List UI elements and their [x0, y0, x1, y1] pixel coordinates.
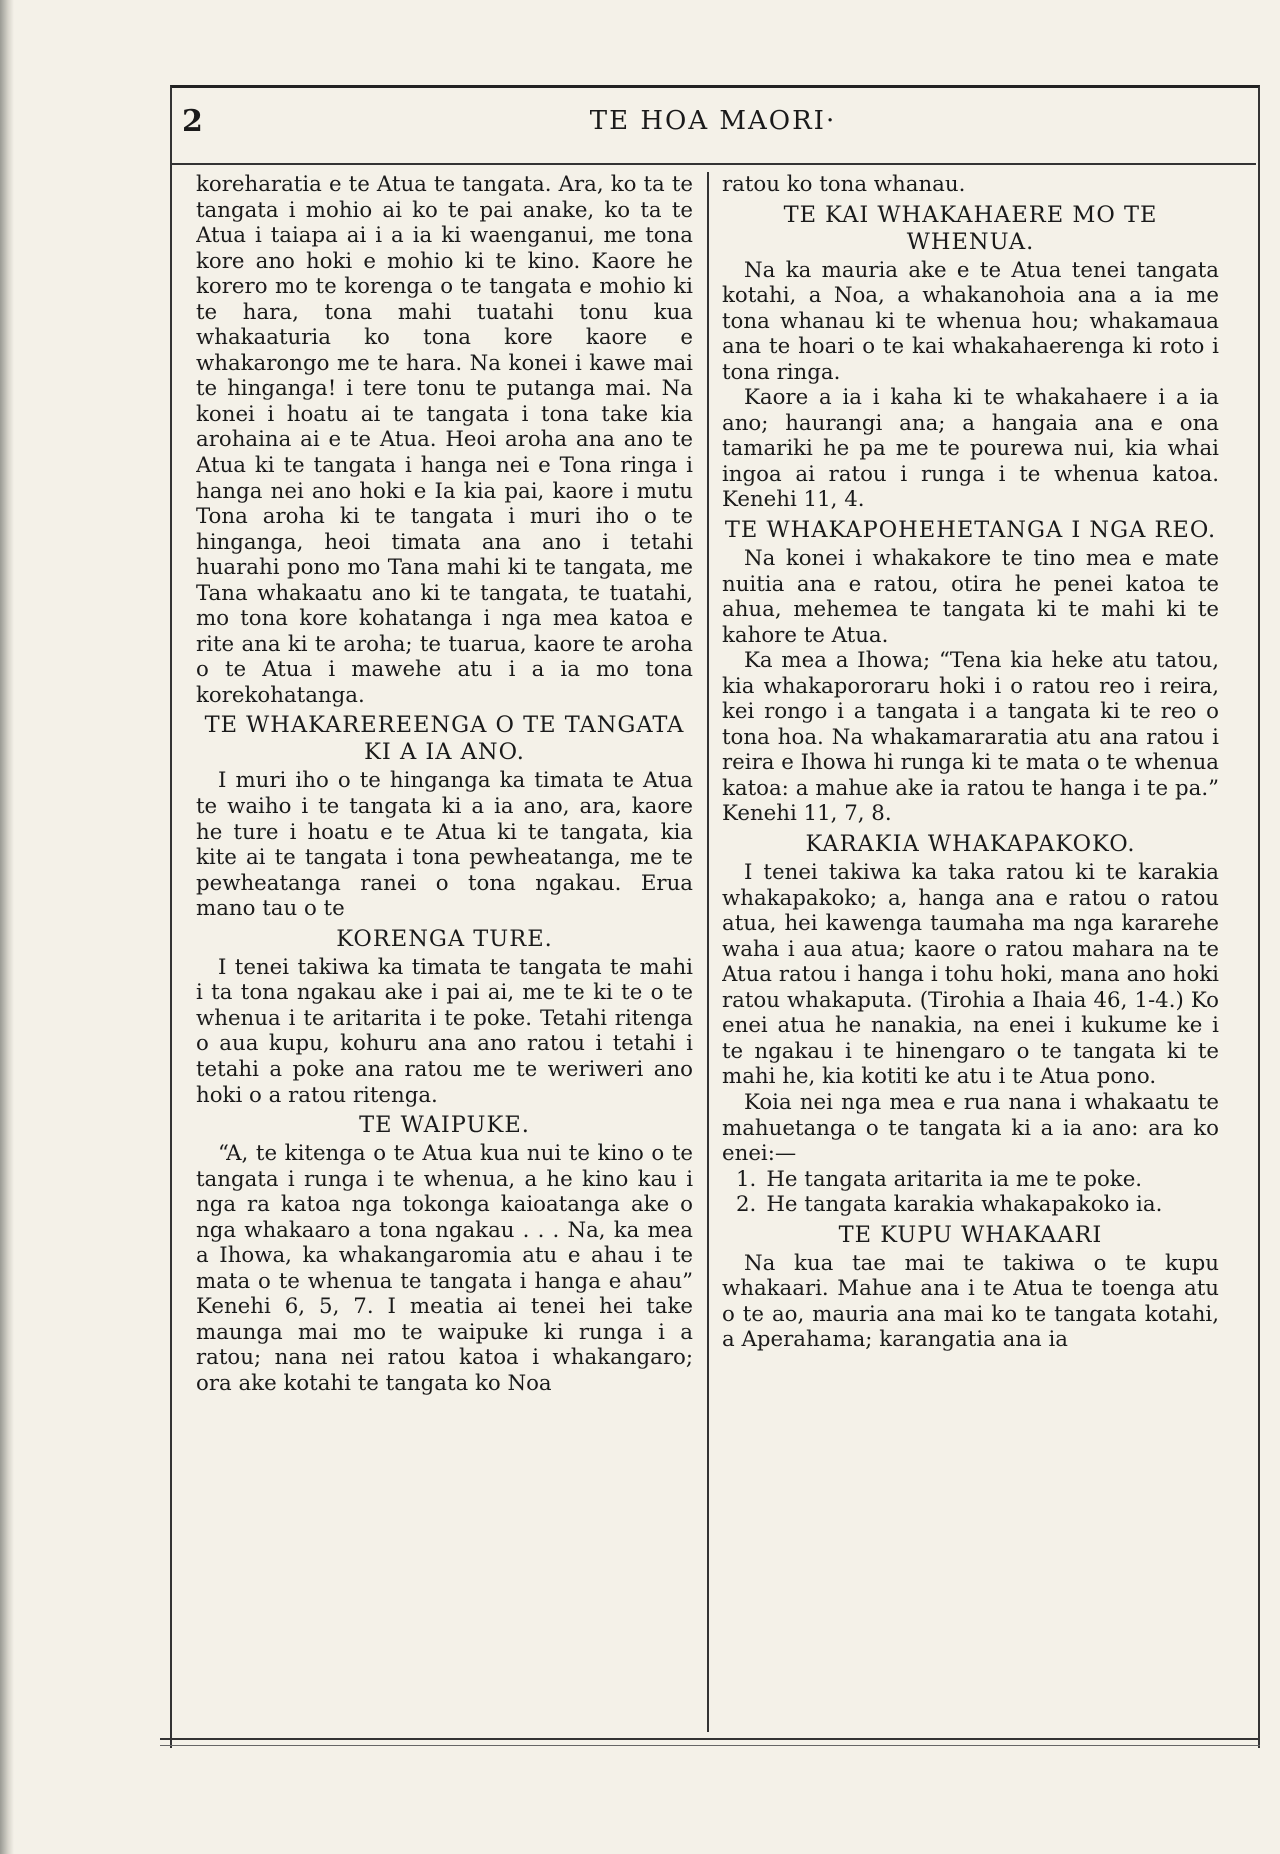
left-column	[196, 172, 693, 1722]
list-text: He tangata aritarita ia me te poke.	[766, 1166, 1143, 1192]
header-rule	[170, 163, 1256, 165]
paragraph: ratou ko tona whanau.	[722, 172, 966, 197]
list-number: 1.	[736, 1166, 757, 1192]
list-item	[722, 1167, 1219, 1193]
page-header	[170, 100, 1256, 160]
scan-edge-shadow	[0, 0, 14, 1854]
paragraph: Na konei i whakakore te tino mea e mate nuitia ana e ratou, otira he penei katoa te ahua, mehemea te tangata ki te mahi ki te kahore te Atua.	[722, 546, 1219, 648]
section-heading: KORENGA TURE.	[336, 925, 553, 952]
section-heading: TE WHAKAPOHEHETANGA I NGA REO.	[724, 517, 1217, 544]
list-number: 2.	[736, 1192, 757, 1218]
paragraph: Ka mea a Ihowa; “Tena kia heke atu tatou, kia whakapororaru hoki i o ratou reo i reira, kei rongo i a tangata i a tangata ki te reo o tona hoa. Na whakamararatia atu ana ratou i reira e Ihowa hi runga ki te mata o te whenua katoa: a mahue ake ia ratou te hanga i te pa.” Kenehi 11, 7, 8.	[722, 648, 1219, 827]
right-column	[722, 172, 1219, 1722]
paragraph: Koia nei nga mea e rua nana i whakaatu te mahuetanga o te tangata ki a ia ano: ara ko enei:—	[722, 1089, 1219, 1167]
paragraph: I tenei takiwa ka taka ratou ki te karakia whakapakoko; a, hanga ana e ratou o ratou atua, hei kawenga taumaha ma nga kararehe waha i aua atua; kaore o ratou mahara na te Atua ratou i hanga i tohu hoki, mana ano hoki ratou whakaputa. (Tirohia a Ihaia 46, 1-4.) Ko enei atua he nanakia, na enei i kukume ke i te ngakau i te hinengaro o te tangata ki te mahi he, kia kotiti ke atu i te Atua pono.	[722, 860, 1219, 1090]
paragraph: Na ka mauria ake e te Atua tenei tangata kotahi, a Noa, a whakanohoia ana a ia me tona whanau ki te whenua hou; whakamaua ana te hoari o te kai whakahaerenga ki roto i tona ringa.	[722, 257, 1219, 385]
section-heading: KARAKIA WHAKAPAKOKO.	[805, 831, 1136, 858]
column-divider	[707, 172, 709, 1732]
journal-title: TE HOA MAORI·	[589, 106, 837, 136]
bottom-rule-thin	[160, 1745, 1260, 1746]
section-heading: TE KAI WHAKAHAERE MO TE WHENUA.	[783, 201, 1158, 255]
paragraph: koreharatia e te Atua te tangata. Ara, ko ta te tangata i mohio ai ko te pai anake, ko ta te Atua i taiapa ai i a ia ki waenganui, me tona kore ano hoki e mohio ki te kino. Kaore he korero mo te korenga o te tangata e mohio ki te hara, tona mahi tuatahi tonu kua whakaaturia ko tona kore kaore e whakarongo me te hara. Na konei i kawe mai te hinganga! i tere tonu te putanga mai. Na konei i hoatu ai te tangata i tona take kia arohaina ai e te Atua. Heoi aroha ana ano te Atua ki te tangata i hanga nei e Tona ringa i hanga nei ano hoki e Ia kia pai, kaore i mutu Tona aroha ki te tangata i muri iho o te hinganga, heoi timata ana ano i tetahi huarahi pono mo Tana mahi ki te tangata, me Tana whakaatu ano ki te tangata, te tuatahi, mo tona kore kohatanga i nga mea katoa e rite ana ki te aroha; te tuarua, kaore te aroha o te Atua i mawehe atu i a ia mo tona korekohatanga.	[196, 172, 693, 708]
section-heading: TE WAIPUKE.	[359, 1112, 530, 1139]
paragraph: “A, te kitenga o te Atua kua nui te kino o te tangata i runga i te whenua, a he kino kau i nga ra katoa nga tokonga kaioatanga ake o nga whakaaro a tona ngakau . . . Na, ka mea a Ihowa, ka whakangaromia atu e ahau i te mata o te whenua te tangata i hanga e ahau” Kenehi 6, 5, 7. I meatia ai tenei hei take maunga mai mo te waipuke ki runga i a ratou; nana nei ratou katoa i whakangaro; ora ake kotahi te tangata ko Noa	[196, 1141, 693, 1396]
section-heading: TE WHAKAREREENGA O TE TANGATA KI A IA ANO.	[204, 712, 685, 766]
list-item	[722, 1192, 1219, 1218]
paragraph: Kaore a ia i kaha ki te whakahaere i a ia ano; haurangi ana; a hangaia ana e ona tamariki he pa me te pourewa nui, kia whai ingoa ai ratou i runga i te whenua katoa. Kenehi 11, 4.	[722, 385, 1219, 513]
page-number: 2	[182, 104, 203, 139]
list-text: He tangata karakia whakapakoko ia.	[766, 1192, 1163, 1218]
paragraph: I muri iho o te hinganga ka timata te Atua te waiho i te tangata ki a ia ano, ara, kaore he ture i hoatu e te Atua ki te tangata, kia kite ai te tangata i tona pewheatanga, me te pewheatanga ranei o tona ngakau. Erua mano tau o te	[196, 768, 693, 922]
paragraph: I tenei takiwa ka timata te tangata te mahi i ta tona ngakau ake i pai ai, me te ki te o te whenua i te aritarita i te poke. Tetahi ritenga o aua kupu, kohuru ana ano ratou i tetahi i tetahi a poke ana ratou me te weriweri ano hoki o a ratou ritenga.	[196, 954, 693, 1108]
section-heading: TE KUPU WHAKAARI	[838, 1221, 1103, 1248]
bottom-rule	[160, 1738, 1260, 1740]
paragraph: Na kua tae mai te takiwa o te kupu whakaari. Mahue ana i te Atua te toenga atu o te ao, mauria ana mai ko te tangata kotahi, a Aperahama; karangatia ana ia	[722, 1250, 1219, 1353]
